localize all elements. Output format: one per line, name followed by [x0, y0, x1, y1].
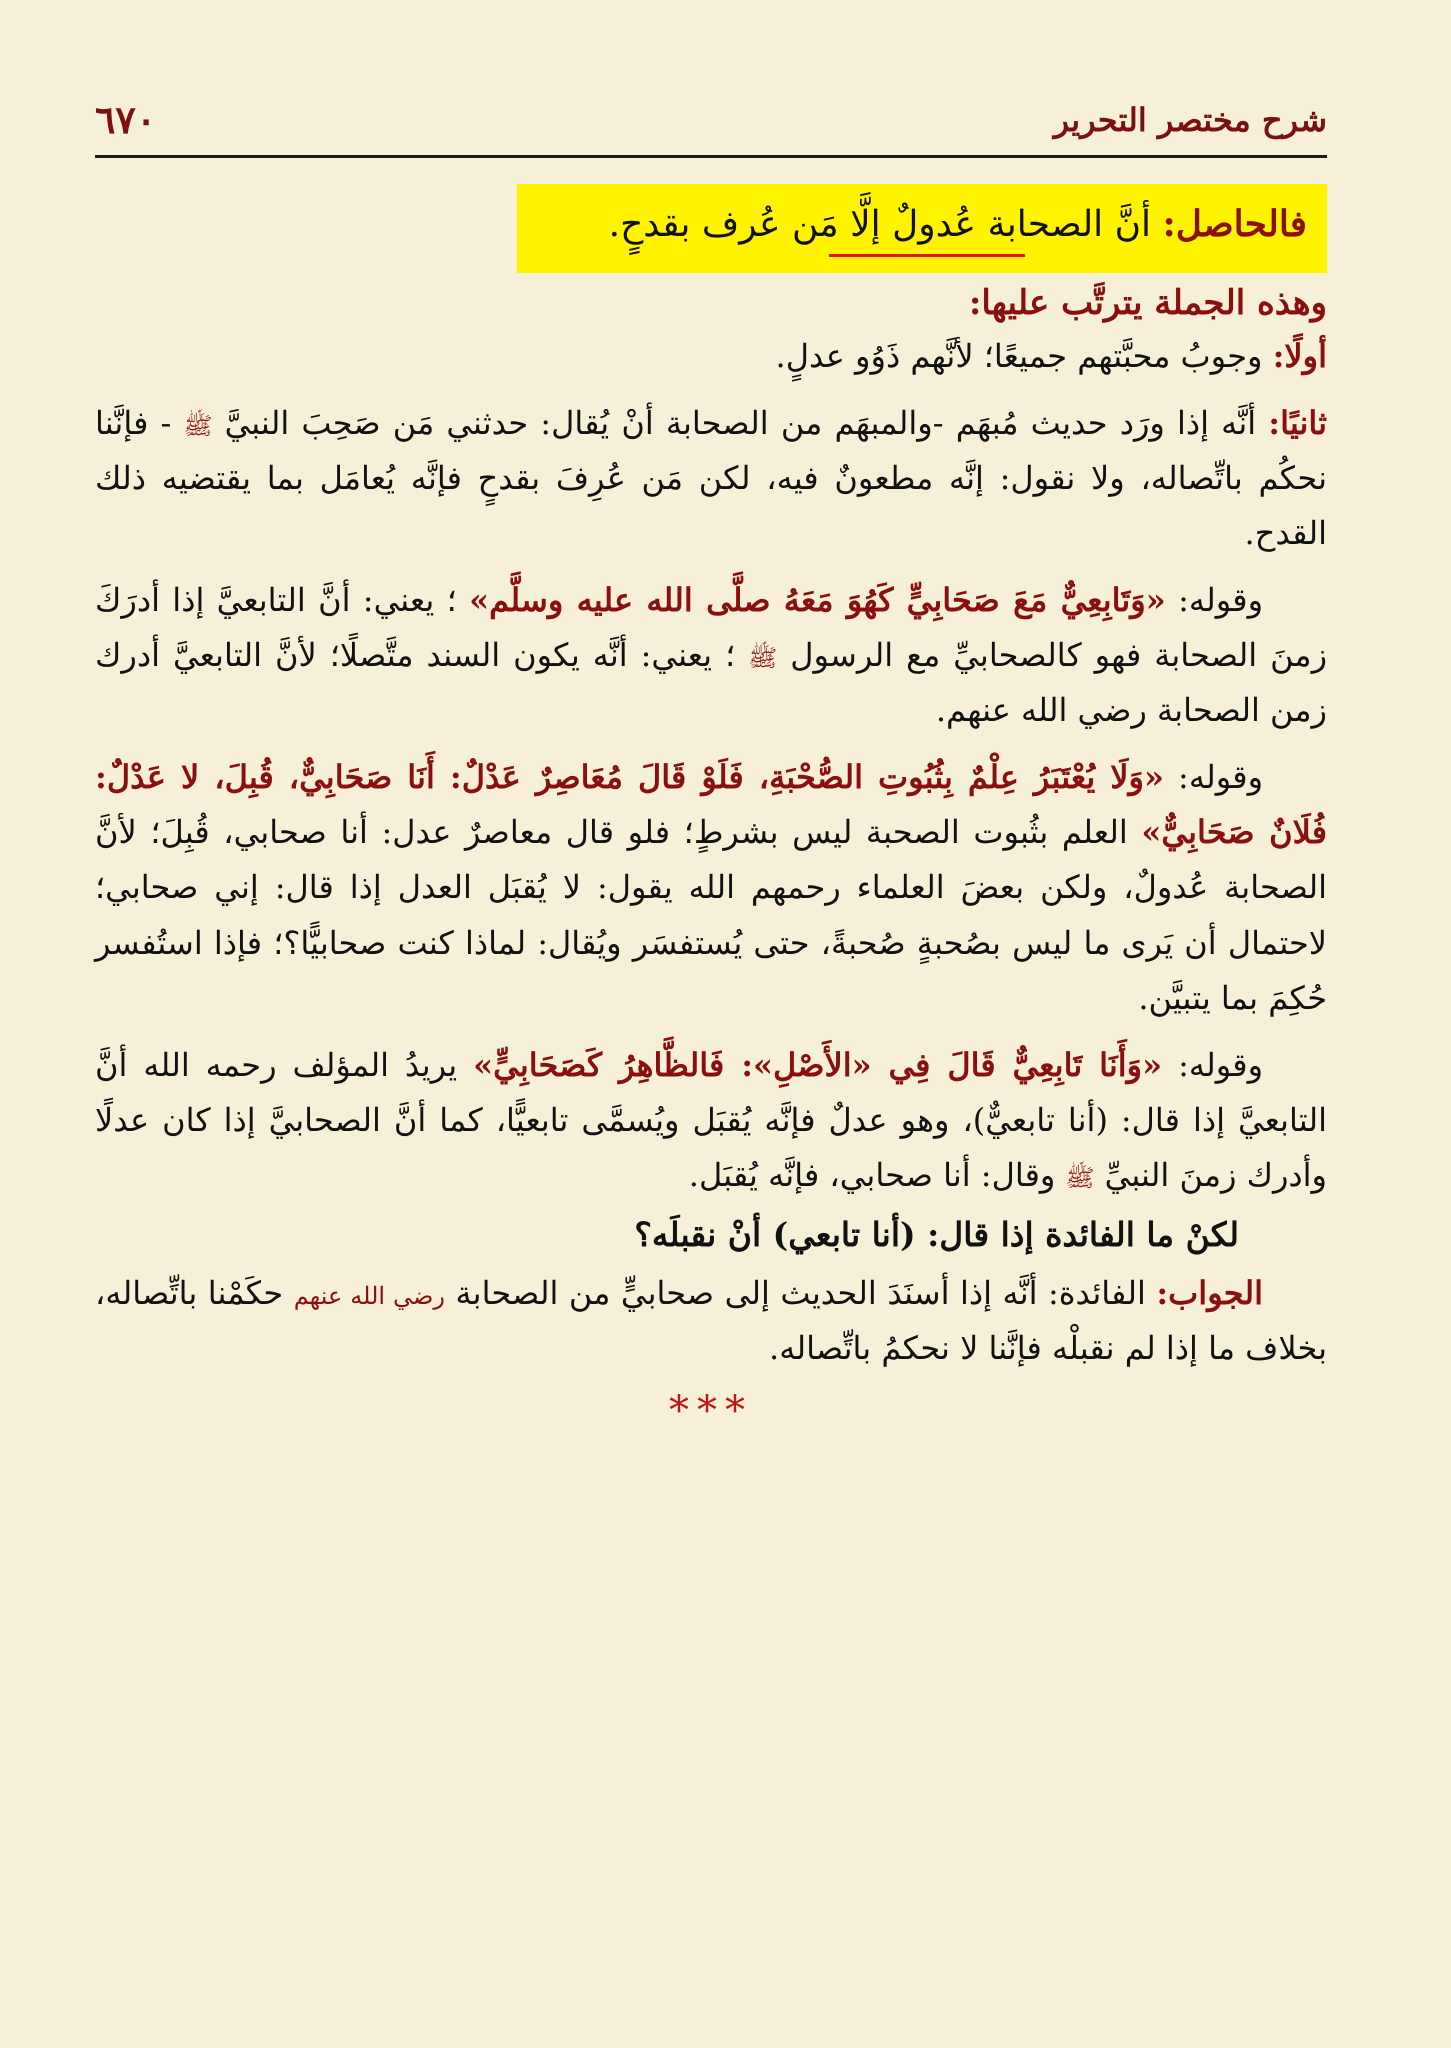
question-line: لكنْ ما الفائدة إذا قال: (أنا تابعي) أنْ نقبلَه؟	[634, 1214, 1239, 1254]
salutation-glyph: ﷺ	[183, 412, 213, 441]
paragraph-label: ثانيًا:	[1268, 404, 1328, 443]
paragraph-text: وقال: أنا صحابي، فإنَّه يُقبَل.	[688, 1155, 1056, 1194]
book-page	[95, 95, 1327, 1995]
paragraph-text: العلم بثُبوت الصحبة ليس بشرطٍ؛ فلو قال معاصرٌ عدل: أنا صحابي، قُبِلَ؛ لأنَّ الصحابة عُدولٌ، ولكن بعضَ العلماء رحمهم الله يقول: لا يُقبَل العدل إذا قال: إني صحابي؛ لاحتمال أن يَرى ما ليس بصُحبةٍ صُحبةً، حتى يُستفسَر ويُقال: لماذا كنت صحابيًّا؟؛ فإذا استُفسر حُكِمَ بما يتبيَّن.	[95, 813, 1327, 1017]
paragraph-third	[95, 573, 1327, 738]
page-header	[95, 95, 1327, 158]
paragraph-fourth	[95, 750, 1327, 1025]
highlighted-summary	[517, 184, 1327, 273]
paragraph-text: أنَّه إذا ورَد حديث مُبهَم -والمبهَم من الصحابة أنْ يُقال: حدثني مَن صَحِبَ النبيَّ	[224, 404, 1257, 443]
paragraph-label: أولًا:	[1272, 337, 1327, 376]
section-divider-stars: ***	[669, 1387, 753, 1434]
summary-text: أنَّ الصحابة عُدولٌ إلَّا مَن عُرف بقدحٍ.	[608, 204, 1152, 245]
matn-quote: «وَأَنَا تَابِعِيٌّ قَالَ فِي «الأَصْلِ»: فَالظَّاهِرُ كَصَحَابِيٍّ»	[473, 1045, 1163, 1084]
salutation-glyph: ﷺ	[1065, 1163, 1095, 1192]
paragraph-lead: وقوله:	[1178, 1045, 1264, 1084]
paragraph-text: - فإنَّنا نحكُم باتِّصاله، ولا نقول: إنَّه مطعونٌ فيه، لكن مَن عُرِفَ بقدحٍ فإنَّه يُعامَل بما يقتضيه ذلك القدح.	[95, 404, 1327, 553]
page-number: ٦٧٠	[95, 97, 157, 142]
answer-paragraph	[95, 1266, 1327, 1376]
paragraph-second	[95, 396, 1327, 561]
paragraph-text: الفائدة: أنَّه إذا أسنَدَ الحديث إلى صحابيٍّ من الصحابة	[455, 1273, 1146, 1312]
paragraph-lead: وقوله:	[1178, 581, 1264, 620]
paragraph-first	[95, 329, 1327, 384]
answer-label: الجواب:	[1156, 1273, 1264, 1312]
paragraph-text: وجوبُ محبَّتهم جميعًا؛ لأنَّهم ذَوُو عدلٍ.	[775, 337, 1263, 376]
paragraph-text: حكَمْنا باتِّصاله، بخلاف ما إذا لم نقبلْه فإنَّنا لا نحكمُ باتِّصاله.	[95, 1273, 1327, 1367]
red-underline	[829, 254, 1025, 257]
section-heading: وهذه الجملة يترتَّب عليها:	[968, 283, 1327, 324]
paragraph-text: ؛ يعني: أنَّ التابعيَّ إذا أدرَكَ زمنَ الصحابة فهو كالصحابيِّ مع الرسول	[95, 581, 1328, 675]
honorific-glyph: رضي الله عنهم	[293, 1281, 445, 1310]
paragraph-lead: وقوله:	[1178, 758, 1264, 797]
summary-label: فالحاصل:	[1162, 203, 1307, 245]
matn-quote: «وَلَا يُعْتَبَرُ عِلْمٌ بِثُبُوتِ الصُّحْبَةِ، فَلَوْ قَالَ مُعَاصِرٌ عَدْلٌ: أَنَا صَحَابِيٌّ، قُبِلَ، لا عَدْلٌ: فُلَانٌ صَحَابِيٌّ»	[95, 758, 1328, 852]
running-title: شرح مختصر التحرير	[1053, 101, 1327, 139]
paragraph-fifth	[95, 1038, 1327, 1203]
paragraph-text: يريدُ المؤلف رحمه الله أنَّ التابعيَّ إذا قال: (أنا تابعيٌّ)، وهو عدلٌ فإنَّه يُقبَل ويُسمَّى تابعيًّا، كما أنَّ الصحابيَّ إذا كان عدلًا وأدرك زمنَ النبيِّ	[95, 1045, 1327, 1194]
salutation-glyph: ﷺ	[748, 644, 778, 673]
paragraph-text: ؛ يعني: أنَّه يكون السند متَّصلًا؛ لأنَّ التابعيَّ أدرك زمن الصحابة رضي الله عنهم.	[95, 636, 1327, 730]
matn-quote: «وَتَابِعِيٌّ مَعَ صَحَابِيٍّ كَهُوَ مَعَهُ صلَّى الله عليه وسلَّم»	[469, 581, 1166, 620]
